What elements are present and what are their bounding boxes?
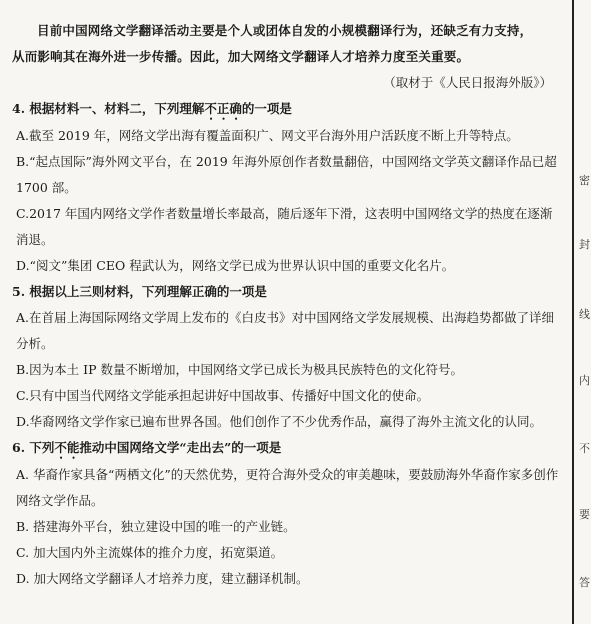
question-stem: 4. 根据材料一、材料二，下列理解不正确的一项是 <box>12 101 292 116</box>
margin-char: 内 <box>579 374 590 387</box>
source-citation: （取材于《人民日报海外版》） <box>383 75 552 90</box>
margin-char: 密 <box>579 174 590 187</box>
margin-char: 不 <box>579 442 590 455</box>
margin-char: 要 <box>579 508 590 521</box>
question-stem: 5. 根据以上三则材料，下列理解正确的一项是 <box>12 284 267 299</box>
option-d: D. 加大网络文学翻译人才培养力度，建立翻译机制。 <box>16 571 309 586</box>
option-a: A.在首届上海国际网络文学周上发布的《白皮书》对中国网络文学发展规模、出海趋势都做了详细分析。 <box>16 310 555 351</box>
intro-line-2: 从而影响其在海外进一步传播。因此，加大网络文学翻译人才培养力度至关重要。 <box>12 49 470 64</box>
option-b: B.“起点国际”海外网文平台，在 2019 年海外原创作者数量翻倍，中国网络文学英文翻译作品已超 1700 部。 <box>16 154 557 195</box>
margin-char: 线 <box>579 308 590 321</box>
binding-margin-line <box>572 0 574 624</box>
margin-char: 封 <box>579 238 590 251</box>
option-c: C. 加大国内外主流媒体的推介力度，拓宽渠道。 <box>16 545 284 560</box>
option-b: B. 搭建海外平台，独立建设中国的唯一的产业链。 <box>16 519 296 534</box>
option-b: B.因为本土 IP 数量不断增加，中国网络文学已成长为极具民族特色的文化符号。 <box>16 362 463 377</box>
option-d: D.华裔网络文学作家已遍布世界各国。他们创作了不少优秀作品，赢得了海外主流文化的认同。 <box>16 414 543 429</box>
intro-line-1: 目前中国网络文学翻译活动主要是个人或团体自发的小规模翻译行为，还缺乏有力支持， <box>37 23 533 38</box>
option-c: C.2017 年国内网络文学作者数量增长率最高，随后逐年下滑，这表明中国网络文学的热度在逐渐消退。 <box>16 206 553 247</box>
margin-char: 答 <box>579 576 590 589</box>
option-d: D.“阅文”集团 CEO 程武认为，网络文学已成为世界认识中国的重要文化名片。 <box>16 258 455 273</box>
option-a: A.截至 2019 年，网络文学出海有覆盖面积广、网文平台海外用户活跃度不断上升等特点。 <box>16 128 519 143</box>
question-4 <box>12 96 562 279</box>
option-a: A. 华裔作家具备“两栖文化”的天然优势，更符合海外受众的审美趣味，要鼓励海外华裔作家多创作网络文学作品。 <box>16 467 559 508</box>
question-stem: 6. 下列不能推动中国网络文学“走出去”的一项是 <box>12 440 282 455</box>
question-6 <box>12 435 562 592</box>
question-5 <box>12 279 562 435</box>
option-c: C.只有中国当代网络文学能承担起讲好中国故事、传播好中国文化的使命。 <box>16 388 430 403</box>
